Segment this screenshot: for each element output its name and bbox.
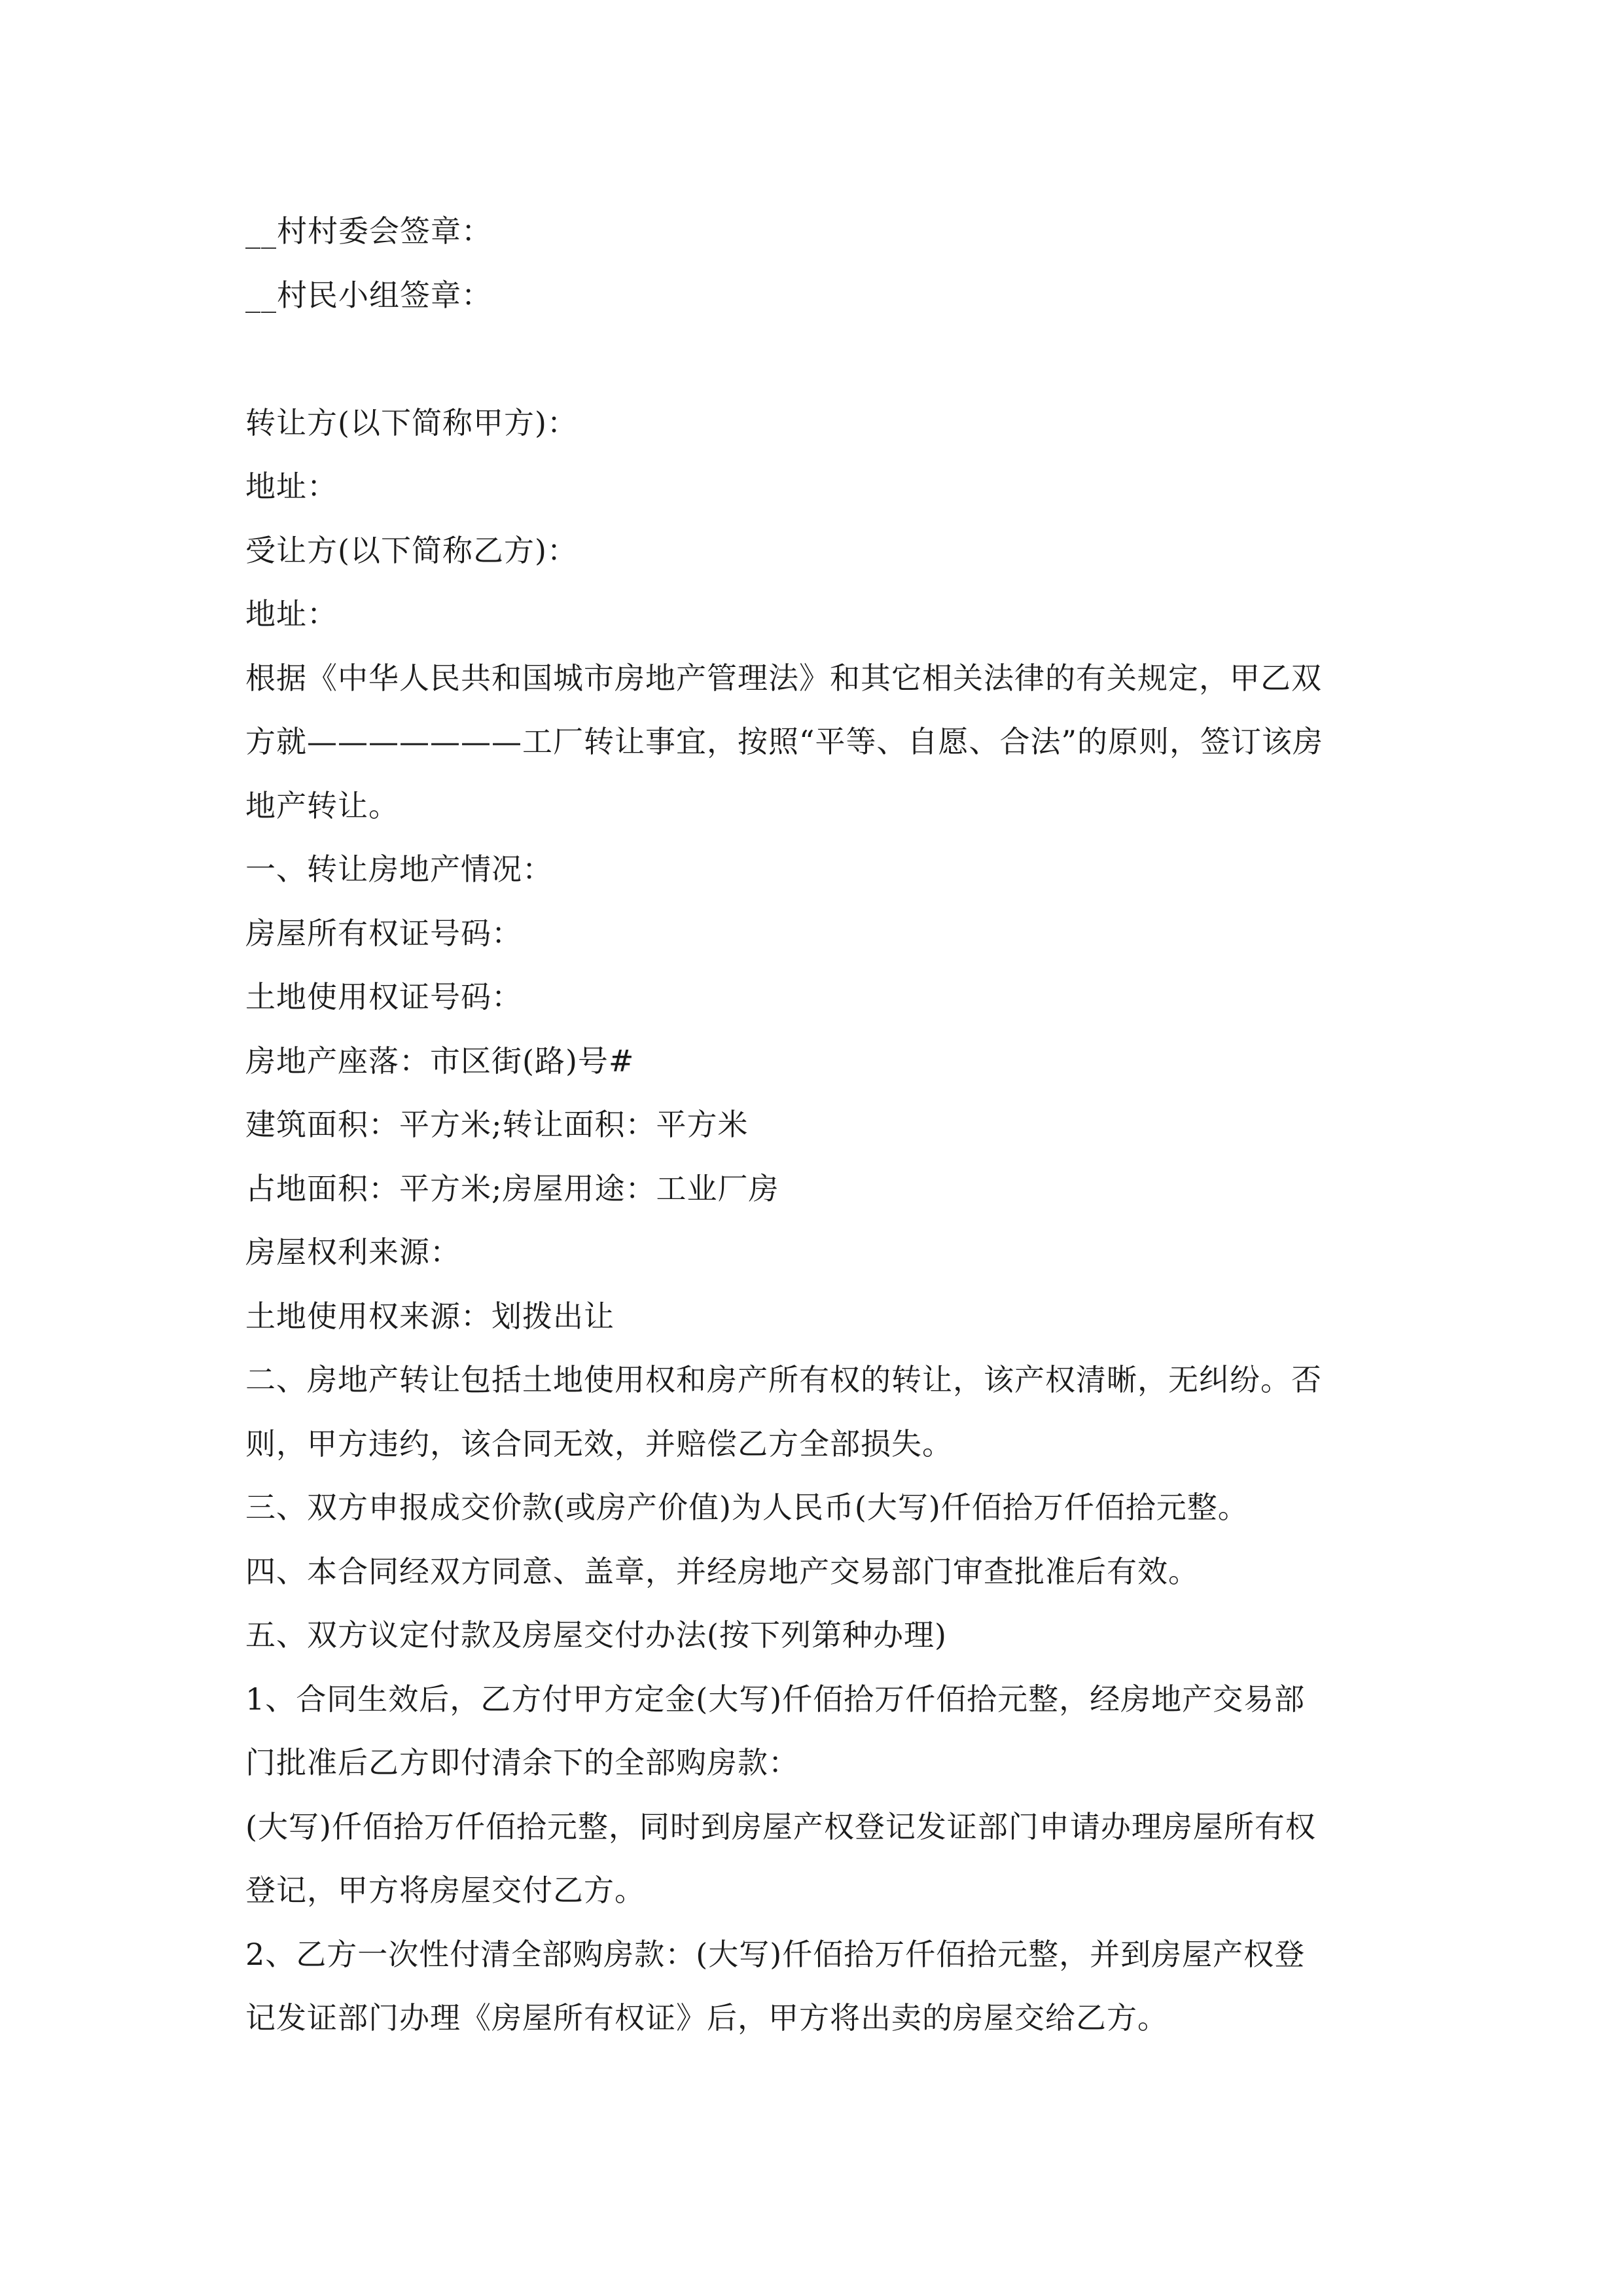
property-field: 建筑面积：平方米;转让面积：平方米 — [245, 1107, 749, 1142]
property-field: 房屋权利来源： — [245, 1234, 461, 1270]
property-field: 土地使用权证号码： — [245, 979, 522, 1014]
section-heading: 一、转让房地产情况： — [245, 852, 553, 887]
property-field: 房屋所有权证号码： — [245, 915, 522, 951]
clause-line: 2、乙方一次性付清全部购房款：(大写)仟佰拾万仟佰拾元整，并到房屋产权登 — [245, 1936, 1306, 1972]
property-field: 土地使用权来源：划拨出让 — [245, 1298, 615, 1334]
clause-line: 四、本合同经双方同意、盖章，并经房地产交易部门审查批准后有效。 — [245, 1553, 1199, 1589]
clause-line: 记发证部门办理《房屋所有权证》后，甲方将出卖的房屋交给乙方。 — [245, 2000, 1168, 2036]
clause-line: (大写)仟佰拾万仟佰拾元整，同时到房屋产权登记发证部门申请办理房屋所有权 — [245, 1808, 1316, 1844]
preamble-line: 地产转让。 — [245, 787, 399, 823]
clause-line: 登记，甲方将房屋交付乙方。 — [245, 1873, 645, 1908]
clause-line: 五、双方议定付款及房屋交付办法(按下列第种办理) — [245, 1617, 947, 1653]
transferor-address-label: 地址： — [245, 469, 338, 504]
clause-line: 三、双方申报成交价款(或房产价值)为人民币(大写)仟佰拾万仟佰拾元整。 — [245, 1490, 1249, 1525]
transferee-label: 受让方(以下简称乙方)： — [245, 532, 578, 568]
blank-line — [245, 327, 1384, 391]
clause-line: 门批准后乙方即付清余下的全部购房款： — [245, 1745, 799, 1780]
property-field: 占地面积：平方米;房屋用途：工业厂房 — [245, 1170, 779, 1206]
clause-line: 二、房地产转让包括土地使用权和房产所有权的转让，该产权清晰，无纠纷。否 — [245, 1362, 1322, 1397]
transferor-label: 转让方(以下简称甲方)： — [245, 404, 578, 440]
transferee-address-label: 地址： — [245, 596, 338, 632]
villager-group-signature: __村民小组签章： — [245, 277, 492, 313]
document-content — [245, 200, 1384, 2051]
clause-line: 1、合同生效后，乙方付甲方定金(大写)仟佰拾万仟佰拾元整，经房地产交易部 — [245, 1681, 1306, 1717]
village-committee-signature: __村村委会签章： — [245, 213, 492, 249]
preamble-line: 根据《中华人民共和国城市房地产管理法》和其它相关法律的有关规定，甲乙双 — [245, 660, 1322, 696]
property-field: 房地产座落：市区街(路)号# — [245, 1043, 635, 1079]
preamble-line: 方就———————工厂转让事宜，按照“平等、自愿、合法”的原则，签订该房 — [245, 724, 1324, 759]
clause-line: 则，甲方违约，该合同无效，并赔偿乙方全部损失。 — [245, 1426, 953, 1462]
